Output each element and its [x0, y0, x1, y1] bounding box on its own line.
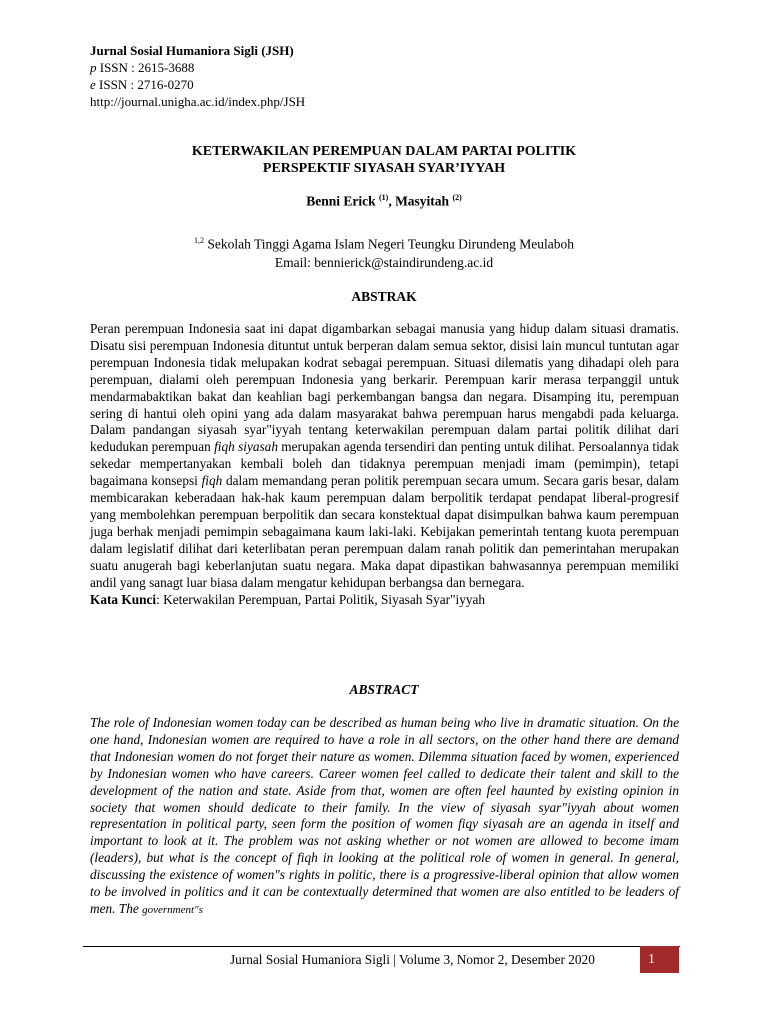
keywords-label: Kata Kunci [90, 591, 157, 607]
affiliation-line [0, 232, 768, 254]
p-issn-prefix: p [90, 60, 97, 75]
author-2: Masyitah [395, 193, 450, 209]
abstrak-body [90, 321, 679, 608]
abstrak-italic-1: fiqh siyasah [214, 439, 278, 455]
abstract-heading: ABSTRACT [349, 682, 419, 697]
e-issn-prefix: e [90, 77, 96, 92]
author-2-sup: (2) [452, 193, 462, 202]
p-issn-line [90, 59, 305, 76]
paper-title [0, 143, 768, 177]
journal-name: Jurnal Sosial Humaniora Sigli (JSH) [90, 43, 294, 58]
abstract-tail: government"s [142, 903, 203, 916]
journal-url[interactable]: http://journal.unigha.ac.id/index.php/JSH [90, 94, 306, 109]
abstract-body [90, 715, 679, 919]
abstrak-italic-2: fiqh [201, 473, 223, 489]
affiliation-sup: 1,2 [193, 236, 204, 245]
author-separator: , [388, 193, 396, 209]
p-issn: ISSN : 2615-3688 [96, 60, 195, 75]
authors [0, 193, 768, 210]
journal-header [90, 42, 305, 110]
e-issn-line [90, 76, 305, 93]
author-1: Benni Erick [306, 193, 376, 209]
footer-text: Jurnal Sosial Humaniora Sigli | Volume 3, Nomor 2, Desember 2020 [230, 952, 595, 967]
affiliation [0, 232, 768, 272]
abstrak-text-1: Peran perempuan Indonesia saat ini dapat digambarkan sebagai manusia yang hidup dalam situasi dramatis. Disatu sisi perempuan Indonesia dituntut untuk berperan dalam semua sektor, disisi lain muncul tuntutan agar perempuan Indonesia tidak melupakan kodrat sebagai perempuan. Situasi dilematis yang dihadapi oleh para perempuan, dialami oleh perempuan Indonesia yang berkarir. Perempuan karir merasa terpanggil untuk mendarmabaktikan bakat dan keahlian bagi perkembangan bangsa dan negara. Disamping itu, perempuan sering di hantui oleh opini yang ada dalam masyarakat bahwa perempuan harus mengabdi pada keluarga. Dalam pandangan siyasah syar"iyyah tentang keterwakilan perempuan dalam partai politik dilihat dari kedudukan perempuan [90, 321, 679, 455]
e-issn: ISSN : 2716-0270 [95, 77, 194, 92]
abstrak-heading: ABSTRAK [351, 289, 417, 304]
keywords: : Keterwakilan Perempuan, Partai Politik, Siyasah Syar"iyyah [156, 591, 486, 607]
abstrak-text-3: dalam memandang peran politik perempuan secara umum. Secara garis besar, dalam membicarakan keberadaan hak-hak kaum perempuan dalam berpolitik terdapat pendapat liberal-progresif yang membolehkan perempuan berpolitik dan secara konstektual dapat disimpulkan bahwa kaum perempuan juga berhak menjadi pemimpin sebagaimana kaum laki-laki. Kebijakan pemerintah tentang kuota perempuan dalam legislatif dilihat dari keterlibatan peran perempuan dalam ranah politik dan pemerintahan merupakan suatu anugerah bagi keberlanjutan suatu negara. Maka dapat dipastikan bahwasannya perempuan memiliki andil yang sanagt luar biasa dalam mengatur kehidupan berbangsa dan bernegara. [90, 473, 679, 590]
page-number: 1 [640, 946, 679, 973]
author-1-sup: (1) [378, 193, 389, 202]
title-line-1: KETERWAKILAN PEREMPUAN DALAM PARTAI POLITIK [191, 144, 577, 159]
institution: Sekolah Tinggi Agama Islam Negeri Teungku Dirundeng Meulaboh [203, 236, 574, 252]
abstract-text: The role of Indonesian women today can be described as human being who live in dramatic situation. On the one hand, Indonesian women are required to have a role in all sectors, on the other hand there are demand that Indonesian women do not forget their nature as women. Dilemma situation faced by women, experienced by Indonesian women who have careers. Career women feel called to dedicate their talent and skill to the development of the nation and state. Aside from that, women are often feel haunted by existing opinion in society that women should dedicate to their family. In the view of siyasah syar"iyyah about women representation in political party, seen form the position of women fiqy siyasah are an agenda in itself and important to look at it. The problem was not asking whether or not women are allowed to become imam (leaders), but what is the concept of fiqh in looking at the political role of women in general. In general, discussing the existence of women"s rights in politic, there is a progressive-liberal opinion that allow women to be involved in politics and it can be contextually determined that women are also entitled to be leaders of men. The [90, 715, 679, 916]
email: Email: bennierick@staindirundeng.ac.id [274, 254, 494, 270]
abstrak-text-2: merupakan agenda tersendiri dan penting untuk dilihat. Persoalannya tidak sekedar mempertanyakan kembali boleh dan tidaknya perempuan menjadi imam (pemimpin), tetapi bagaimana konsepsi [90, 439, 679, 489]
footer-divider [83, 946, 680, 947]
title-line-2: PERSPEKTIF SIYASAH SYAR’IYYAH [262, 161, 506, 176]
